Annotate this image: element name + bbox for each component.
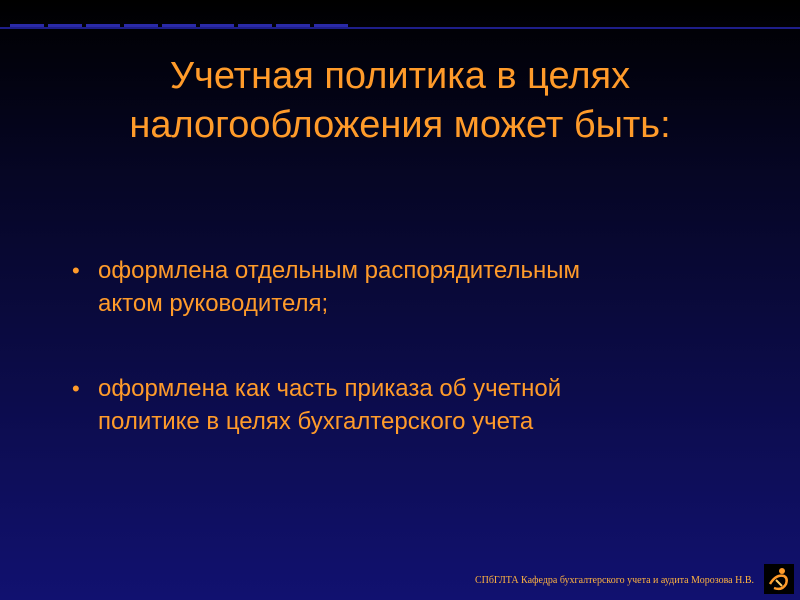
bullet-text-line-1: оформлена как часть приказа об учетной <box>98 375 562 402</box>
stylized-figure-logo-icon <box>764 564 794 594</box>
bullet-list <box>70 254 760 490</box>
slide-title-line-2: налогообложения может быть: <box>129 104 671 146</box>
bullet-text-line-1: оформлена отдельным распорядительным <box>98 257 580 284</box>
bullet-text-line-2: политике в целях бухгалтерского учета <box>98 408 534 435</box>
bullet-item <box>70 372 760 438</box>
bullet-item <box>70 254 760 320</box>
bullet-dot-icon: • <box>72 376 80 401</box>
slide-title-line-1: Учетная политика в целях <box>169 55 631 97</box>
slide-title <box>40 52 760 150</box>
bullet-text-line-2: актом руководителя; <box>98 290 329 317</box>
bullet-dot-icon: • <box>72 258 80 283</box>
top-divider-line <box>0 27 800 29</box>
footer-caption: СПбГЛТА Кафедра бухгалтерского учета и аудита Морозова Н.В. <box>474 575 754 586</box>
